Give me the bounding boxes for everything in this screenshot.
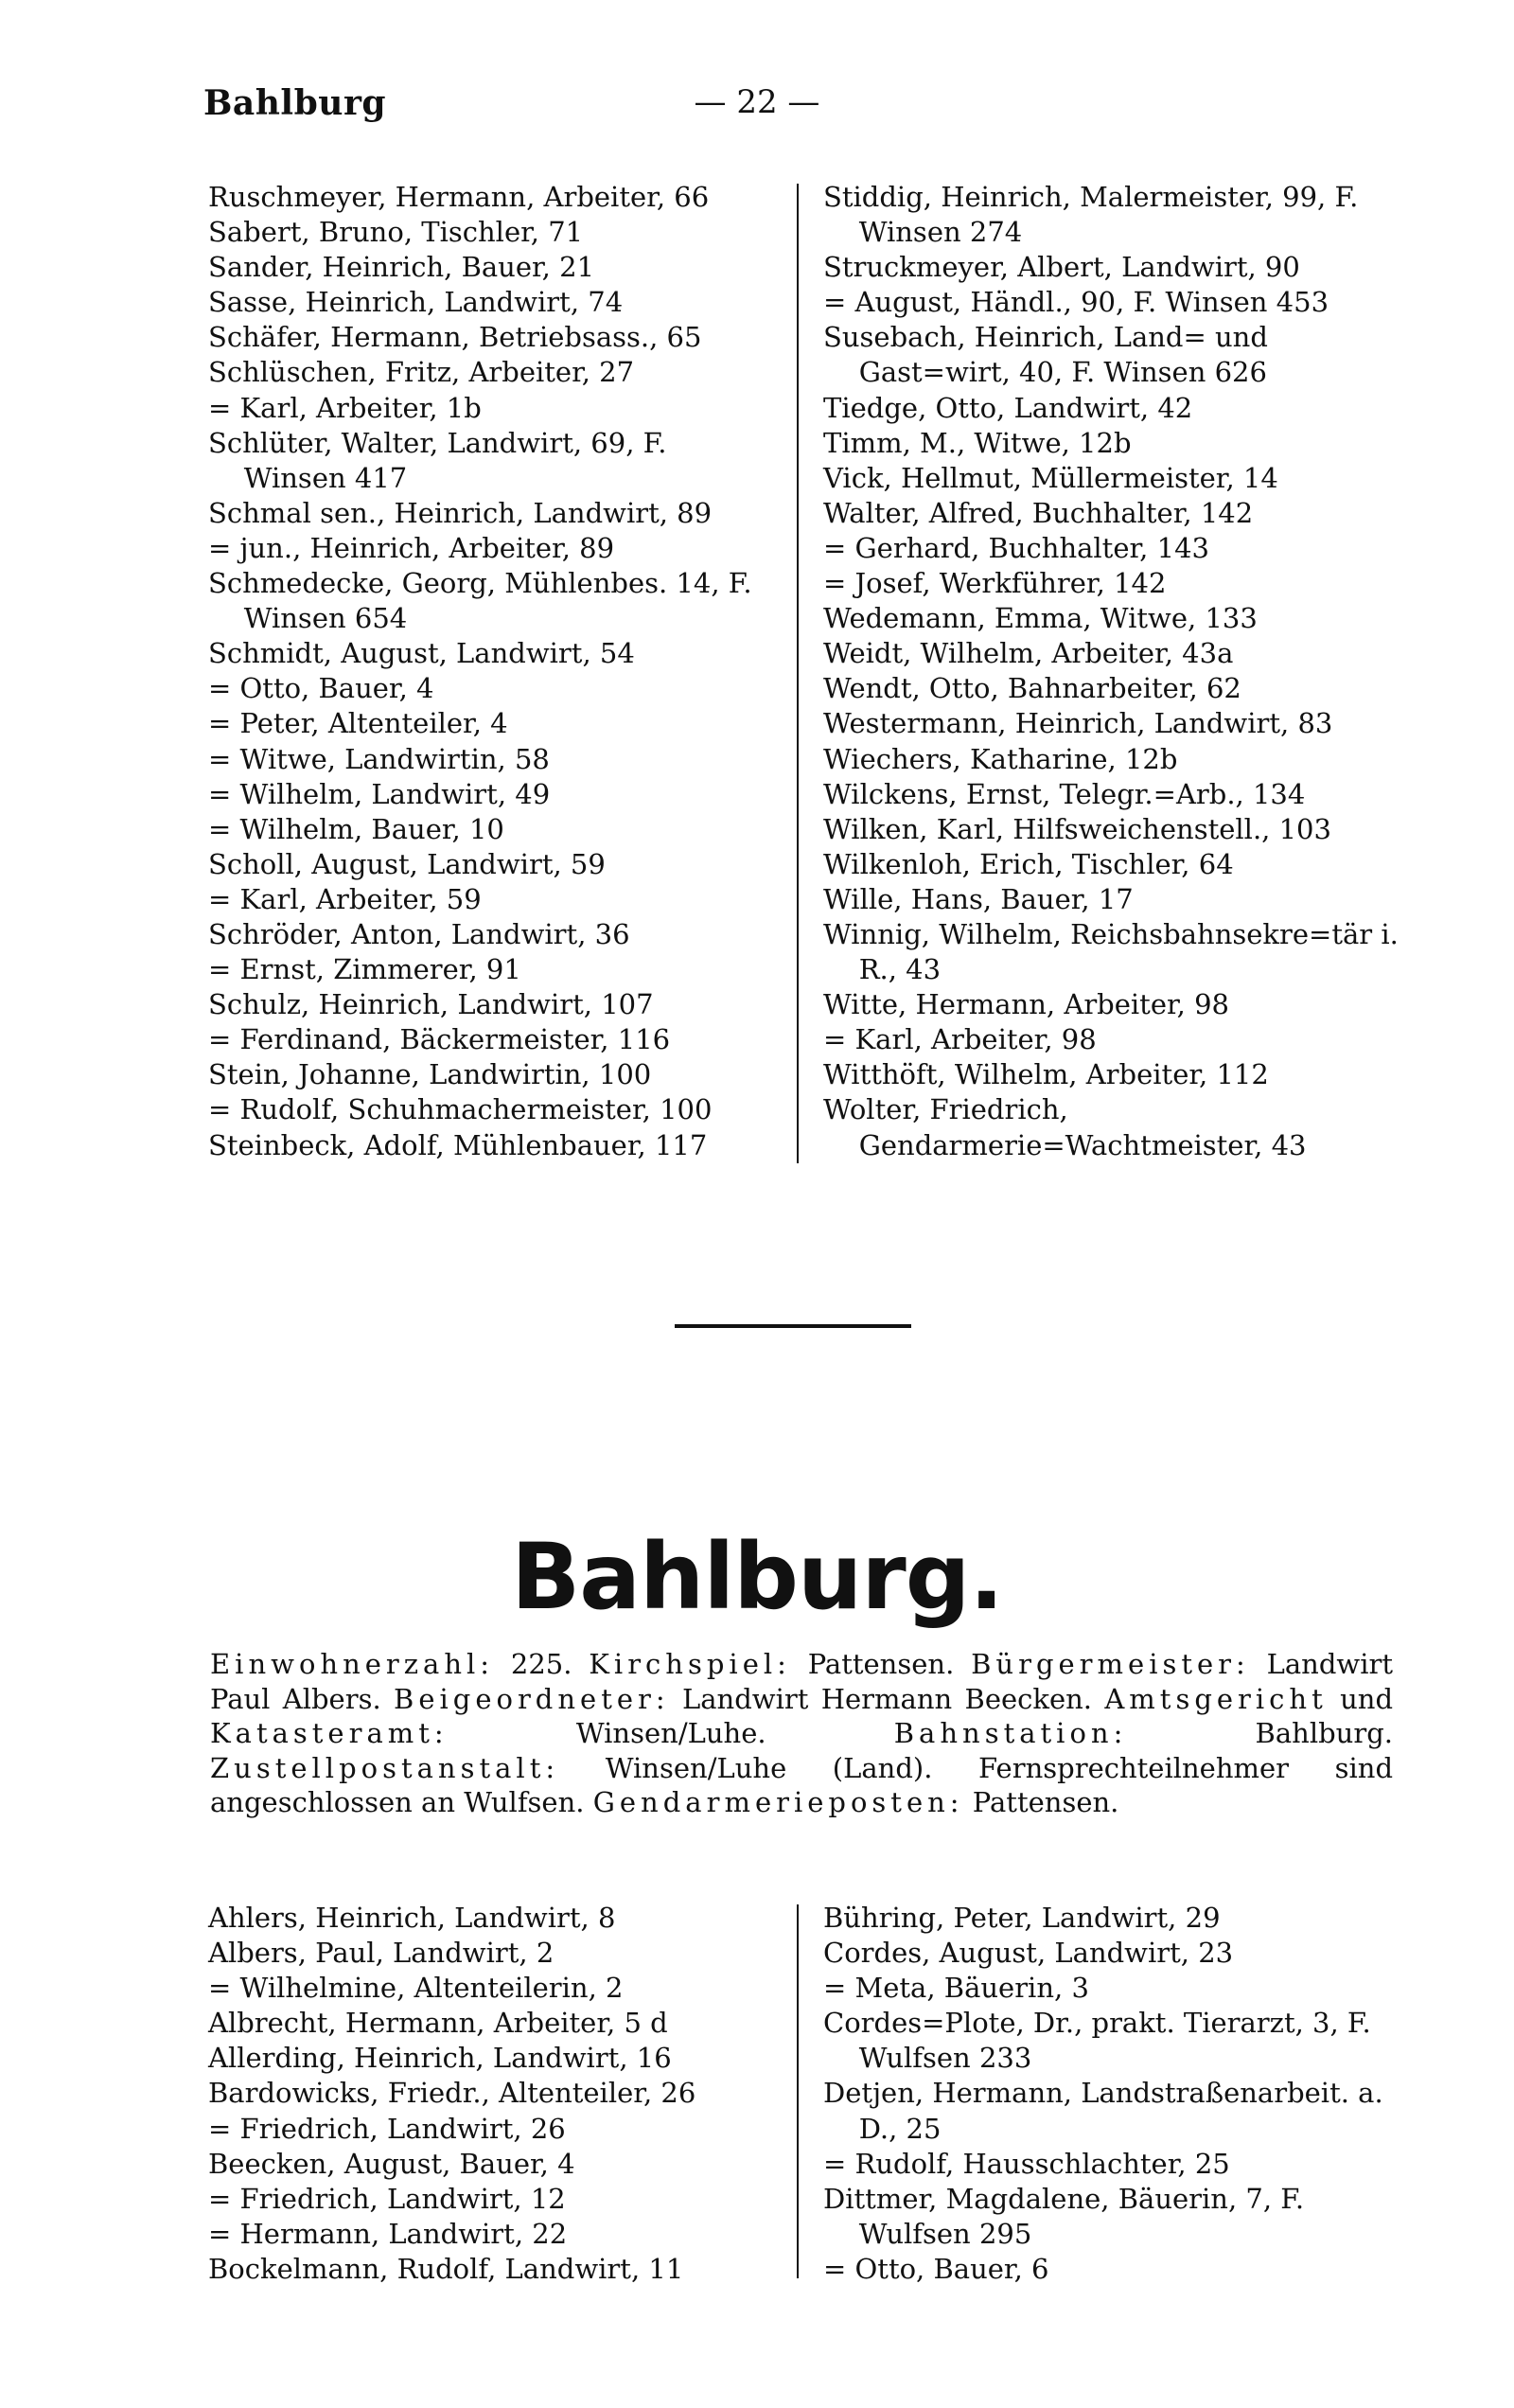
directory-entry: Wilken, Karl, Hilfsweichenstell., 103 <box>823 812 1331 845</box>
town-info <box>210 1647 1393 1820</box>
directory-entry: = Karl, Arbeiter, 59 <box>208 882 482 915</box>
continued-right-column <box>823 180 1400 1163</box>
parish-value: Pattensen. <box>807 1648 955 1680</box>
mayor-value: Landwirt Paul Albers. <box>210 1648 1394 1715</box>
population-label: Einwohnerzahl: <box>210 1648 495 1680</box>
directory-entry: = Friedrich, Landwirt, 26 <box>208 2112 566 2145</box>
directory-entry: = Peter, Altenteiler, 4 <box>208 707 508 740</box>
directory-entry: Weidt, Wilhelm, Arbeiter, 43a <box>823 637 1234 670</box>
directory-entry: Wille, Hans, Bauer, 17 <box>823 882 1134 915</box>
and-word: und <box>1340 1682 1394 1715</box>
directory-entry: Witthöft, Wilhelm, Arbeiter, 112 <box>823 1058 1269 1091</box>
directory-entry: Albers, Paul, Landwirt, 2 <box>208 1937 555 1970</box>
directory-entry: Scholl, August, Landwirt, 59 <box>208 847 606 880</box>
directory-entry: Schulz, Heinrich, Landwirt, 107 <box>208 988 654 1021</box>
gendarmerie-value: Pattensen. <box>972 1786 1119 1818</box>
cadastre-label: Katasteramt: <box>210 1717 449 1749</box>
directory-entry: Schäfer, Hermann, Betriebsass., 65 <box>208 321 702 354</box>
directory-entry: Ahlers, Heinrich, Landwirt, 8 <box>208 1902 616 1934</box>
directory-entry: = Ernst, Zimmerer, 91 <box>208 953 521 986</box>
directory-entry: = Meta, Bäuerin, 3 <box>823 1972 1089 2005</box>
directory-entry: Cordes, August, Landwirt, 23 <box>823 1937 1234 1970</box>
parish-label: Kirchspiel: <box>589 1648 791 1680</box>
gendarmerie-label: Gendarmerieposten: <box>592 1786 964 1818</box>
directory-entry: Wendt, Otto, Bahnarbeiter, 62 <box>823 672 1241 705</box>
directory-entry: Sasse, Heinrich, Landwirt, 74 <box>208 286 624 319</box>
directory-entry: Stein, Johanne, Landwirtin, 100 <box>208 1058 652 1091</box>
page-number: — 22 — <box>694 83 820 121</box>
phone-note: Fernsprechteilnehmer sind angeschlossen an Wulfsen. <box>210 1751 1394 1818</box>
directory-entry: Stiddig, Heinrich, Malermeister, 99, F. Winsen 274 <box>823 181 1359 249</box>
town-title: Bahlburg. <box>511 1524 1003 1630</box>
directory-entry: = Gerhard, Buchhalter, 143 <box>823 531 1209 564</box>
directory-entry: = Ferdinand, Bäckermeister, 116 <box>208 1023 671 1056</box>
directory-entry: = Otto, Bauer, 6 <box>823 2252 1049 2285</box>
residents-left-column <box>208 1901 776 2287</box>
directory-entry: Wolter, Friedrich, Gendarmerie=Wachtmeister, 43 <box>823 1093 1307 1161</box>
station-value: Bahlburg. <box>1255 1717 1393 1749</box>
directory-entry: Vick, Hellmut, Müllermeister, 14 <box>823 461 1278 494</box>
directory-entry: Schlüter, Walter, Landwirt, 69, F. Winsen 417 <box>208 426 667 494</box>
population-value: 225. <box>510 1648 572 1680</box>
directory-entry: = Karl, Arbeiter, 1b <box>208 391 482 424</box>
directory-entry: = Josef, Werkführer, 142 <box>823 567 1167 600</box>
directory-entry: Sabert, Bruno, Tischler, 71 <box>208 216 584 249</box>
directory-entry: Witte, Hermann, Arbeiter, 98 <box>823 988 1230 1021</box>
directory-entry: Schmidt, August, Landwirt, 54 <box>208 637 635 670</box>
residents-directory <box>208 1901 1396 2298</box>
directory-entry: = August, Händl., 90, F. Winsen 453 <box>823 286 1329 319</box>
continued-left-column <box>208 180 776 1163</box>
deputy-value: Landwirt Hermann Beecken. <box>682 1682 1093 1715</box>
mayor-label: Bürgermeister: <box>971 1648 1250 1680</box>
directory-entry: Walter, Alfred, Buchhalter, 142 <box>823 496 1254 529</box>
directory-entry: Bardowicks, Friedr., Altenteiler, 26 <box>208 2077 696 2110</box>
directory-entry: Struckmeyer, Albert, Landwirt, 90 <box>823 251 1300 284</box>
directory-entry: Wilckens, Ernst, Telegr.=Arb., 134 <box>823 777 1306 810</box>
column-divider <box>797 184 799 1163</box>
directory-entry: Detjen, Hermann, Landstraßenarbeit. a. D., 25 <box>823 2077 1383 2145</box>
post-label: Zustellpostanstalt: <box>210 1751 560 1784</box>
directory-entry: Winnig, Wilhelm, Reichsbahnsekre=tär i. R., 43 <box>823 917 1399 986</box>
directory-entry: Dittmer, Magdalene, Bäuerin, 7, F. Wulfsen 295 <box>823 2182 1305 2250</box>
directory-entry: Schröder, Anton, Landwirt, 36 <box>208 917 630 950</box>
directory-entry: Westermann, Heinrich, Landwirt, 83 <box>823 707 1333 740</box>
page-header <box>203 83 1311 133</box>
directory-entry: = Rudolf, Schuhmachermeister, 100 <box>208 1093 713 1126</box>
residents-right-column <box>823 1901 1400 2287</box>
directory-entry: = Wilhelm, Bauer, 10 <box>208 812 504 845</box>
directory-entry: Tiedge, Otto, Landwirt, 42 <box>823 391 1193 424</box>
directory-entry: = Wilhelmine, Altenteilerin, 2 <box>208 1972 624 2005</box>
court-label: Amtsgericht <box>1104 1682 1328 1715</box>
section-separator <box>675 1324 911 1328</box>
directory-entry: Wilkenloh, Erich, Tischler, 64 <box>823 847 1234 880</box>
directory-entry: Schlüschen, Fritz, Arbeiter, 27 <box>208 356 635 389</box>
court-value: Winsen/Luhe. <box>575 1717 766 1749</box>
deputy-label: Beigeordneter: <box>394 1682 670 1715</box>
directory-entry: = jun., Heinrich, Arbeiter, 89 <box>208 531 615 564</box>
directory-entry: Allerding, Heinrich, Landwirt, 16 <box>208 2042 672 2075</box>
directory-entry: Steinbeck, Adolf, Mühlenbauer, 117 <box>208 1128 708 1161</box>
directory-entry: = Karl, Arbeiter, 98 <box>823 1023 1097 1056</box>
station-label: Bahnstation: <box>893 1717 1128 1749</box>
directory-entry: Wiechers, Katharine, 12b <box>823 742 1178 775</box>
directory-entry: Susebach, Heinrich, Land= und Gast=wirt, 40, F. Winsen 626 <box>823 321 1268 389</box>
directory-entry: Cordes=Plote, Dr., prakt. Tierarzt, 3, F. Wulfsen 233 <box>823 2007 1371 2075</box>
directory-entry: Ruschmeyer, Hermann, Arbeiter, 66 <box>208 181 710 213</box>
directory-entry: Beecken, August, Bauer, 4 <box>208 2147 575 2180</box>
directory-entry: Timm, M., Witwe, 12b <box>823 426 1132 459</box>
directory-entry: = Rudolf, Hausschlachter, 25 <box>823 2147 1230 2180</box>
directory-entry: Schmedecke, Georg, Mühlenbes. 14, F. Winsen 654 <box>208 567 752 635</box>
column-divider <box>797 1904 799 2278</box>
post-value: Winsen/Luhe (Land). <box>605 1751 933 1784</box>
directory-entry: = Hermann, Landwirt, 22 <box>208 2217 568 2250</box>
directory-entry: = Wilhelm, Landwirt, 49 <box>208 777 551 810</box>
directory-entry: = Otto, Bauer, 4 <box>208 672 434 705</box>
directory-entry: Sander, Heinrich, Bauer, 21 <box>208 251 595 284</box>
continued-directory <box>208 180 1399 1174</box>
directory-entry: = Witwe, Landwirtin, 58 <box>208 742 550 775</box>
directory-entry: Schmal sen., Heinrich, Landwirt, 89 <box>208 496 713 529</box>
directory-entry: Bockelmann, Rudolf, Landwirt, 11 <box>208 2252 684 2285</box>
directory-entry: = Friedrich, Landwirt, 12 <box>208 2182 566 2215</box>
directory-entry: Albrecht, Hermann, Arbeiter, 5 d <box>208 2007 668 2040</box>
directory-entry: Wedemann, Emma, Witwe, 133 <box>823 602 1258 635</box>
running-head-place: Bahlburg <box>203 83 387 123</box>
directory-entry: Bühring, Peter, Landwirt, 29 <box>823 1902 1221 1934</box>
